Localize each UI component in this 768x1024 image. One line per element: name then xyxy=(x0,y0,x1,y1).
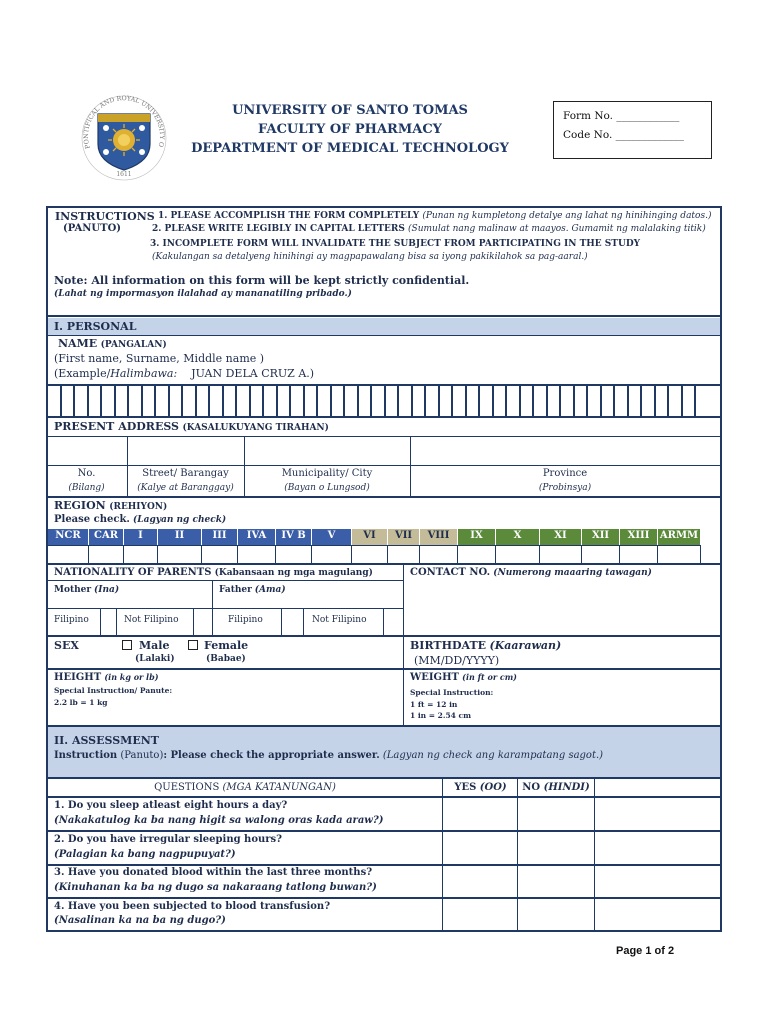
region-ivb-checkbox[interactable] xyxy=(276,545,312,563)
question-2: 2. Do you have irregular sleeping hours? xyxy=(54,834,283,845)
name-box-divider xyxy=(262,386,264,416)
address-street-input[interactable]: Street/ Barangay (Kalye at Baranggay) xyxy=(137,468,234,493)
region-viii-header: VIII xyxy=(420,529,458,545)
name-box-divider xyxy=(667,386,669,416)
faculty-name: FACULTY OF PHARMACY xyxy=(258,122,442,137)
height-instruction: Special Instruction/ Panute: xyxy=(54,686,173,695)
name-hint: (First name, Surname, Middle name ) xyxy=(54,352,265,365)
name-box-divider xyxy=(87,386,89,416)
name-box-divider xyxy=(208,386,210,416)
form-number-box xyxy=(553,101,712,159)
name-box-divider xyxy=(451,386,453,416)
instructions-label-tl: (PANUTO) xyxy=(63,223,122,234)
region-car-header: CAR xyxy=(89,529,124,545)
region-xi-header: XI xyxy=(540,529,582,545)
instruction-3: 3. INCOMPLETE FORM WILL INVALIDATE THE SUBJECT FROM PARTICIPATING IN THE STUDY xyxy=(150,239,641,249)
name-box-divider xyxy=(222,386,224,416)
q2-yes-cell[interactable] xyxy=(443,832,517,864)
region-xii-checkbox[interactable] xyxy=(582,545,620,563)
name-box-divider xyxy=(424,386,426,416)
region-label: REGION (REHIYON) xyxy=(54,499,168,512)
name-box-divider xyxy=(384,386,386,416)
region-ii-checkbox[interactable] xyxy=(158,545,202,563)
name-box-divider xyxy=(438,386,440,416)
male-checkbox[interactable] xyxy=(122,640,132,650)
weight-instruction: Special Instruction: xyxy=(410,688,494,697)
question-3: 3. Have you donated blood within the last three months? xyxy=(54,867,373,878)
code-no-field[interactable]: Code No. _____________ xyxy=(563,129,684,141)
region-armm-header: ARMM xyxy=(658,529,701,545)
father-label: Father (Ama) xyxy=(219,585,286,595)
birthdate-input[interactable]: (MM/DD/YYYY) xyxy=(414,654,500,667)
name-box-divider xyxy=(613,386,615,416)
name-box-divider xyxy=(586,386,588,416)
father-filipino-option[interactable]: Filipino xyxy=(228,615,263,625)
section-personal-bar xyxy=(48,318,720,335)
name-box-divider xyxy=(640,386,642,416)
region-vi-header: VI xyxy=(352,529,388,545)
name-box-divider xyxy=(681,386,683,416)
region-xiii-header: XIII xyxy=(620,529,658,545)
region-armm-checkbox[interactable] xyxy=(658,545,701,563)
name-box-divider xyxy=(627,386,629,416)
name-box-divider xyxy=(141,386,143,416)
section-personal-title: I. PERSONAL xyxy=(54,320,137,333)
name-box-divider xyxy=(357,386,359,416)
questions-header: QUESTIONS (MGA KATANUNGAN) xyxy=(154,782,336,793)
name-box-divider xyxy=(397,386,399,416)
father-not-filipino-option[interactable]: Not Filipino xyxy=(312,615,367,625)
region-vii-header: VII xyxy=(388,529,420,545)
contact-label: CONTACT NO. (Numerong maaaring tawagan) xyxy=(410,567,652,578)
name-letter-boxes xyxy=(46,386,722,416)
name-box-divider xyxy=(73,386,75,416)
q3-no-cell[interactable] xyxy=(518,866,594,897)
q1-no-cell[interactable] xyxy=(518,798,594,830)
section-assessment-title: II. ASSESSMENT xyxy=(54,734,159,747)
name-box-divider xyxy=(573,386,575,416)
region-x-checkbox[interactable] xyxy=(496,545,540,563)
name-box-divider xyxy=(303,386,305,416)
assessment-instruction: Instruction (Panuto): Please check the appropriate answer. (Lagyan ng check ang karampatang sagot.) xyxy=(54,750,604,761)
name-box-divider xyxy=(519,386,521,416)
instructions-label: INSTRUCTIONS xyxy=(55,210,155,223)
yes-header: YES (OO) xyxy=(454,782,507,793)
region-i-checkbox[interactable] xyxy=(124,545,158,563)
region-xii-header: XII xyxy=(582,529,620,545)
name-box-divider xyxy=(370,386,372,416)
region-vi-checkbox[interactable] xyxy=(352,545,388,563)
female-label: Female xyxy=(204,639,249,652)
birthdate-label: BIRTHDATE (Kaarawan) xyxy=(410,639,562,652)
university-seal xyxy=(72,88,176,184)
sex-label: SEX xyxy=(54,639,79,652)
name-box-divider xyxy=(60,386,62,416)
address-no-input[interactable]: No. (Bilang) xyxy=(68,468,105,493)
department-name: DEPARTMENT OF MEDICAL TECHNOLOGY xyxy=(191,141,509,156)
weight-label: WEIGHT (in ft or cm) xyxy=(410,672,517,683)
name-box-divider xyxy=(168,386,170,416)
name-box-divider xyxy=(694,386,696,416)
region-ix-header: IX xyxy=(458,529,496,545)
name-box-divider xyxy=(114,386,116,416)
address-city-input[interactable]: Municipality/ City (Bayan o Lungsod) xyxy=(281,468,373,493)
question-4: 4. Have you been subjected to blood transfusion? xyxy=(54,901,331,912)
name-box-divider xyxy=(181,386,183,416)
region-ncr-checkbox[interactable] xyxy=(48,545,89,563)
name-box-divider xyxy=(559,386,561,416)
page-number: Page 1 of 2 xyxy=(616,945,675,957)
name-box-divider xyxy=(546,386,548,416)
region-x-header: X xyxy=(496,529,540,545)
height-conversion: 2.2 lb = 1 kg xyxy=(54,698,108,707)
weight-conversion-2: 1 in = 2.54 cm xyxy=(410,711,472,720)
region-iii-header: III xyxy=(202,529,238,545)
form-no-field[interactable]: Form No. ____________ xyxy=(563,110,680,122)
region-checkbox-row xyxy=(48,545,720,563)
mother-label: Mother (Ina) xyxy=(54,585,120,595)
region-xiii-checkbox[interactable] xyxy=(620,545,658,563)
question-4-tl: (Nasalinan ka na ba ng dugo?) xyxy=(54,915,226,926)
instruction-1: 1. PLEASE ACCOMPLISH THE FORM COMPLETELY (Punan ng kumpletong detalye ang lahat ng hinihinging datos.) xyxy=(158,211,712,221)
nationality-label: NATIONALITY OF PARENTS (Kabansaan ng mga magulang) xyxy=(54,567,373,578)
region-check-hint: Please check. (Lagyan ng check) xyxy=(54,514,227,525)
weight-conversion-1: 1 ft = 12 in xyxy=(410,700,458,709)
question-1: 1. Do you sleep atleast eight hours a day? xyxy=(54,800,288,811)
q1-yes-cell[interactable] xyxy=(443,798,517,830)
region-xi-checkbox[interactable] xyxy=(540,545,582,563)
svg-text:1611: 1611 xyxy=(116,171,132,178)
svg-text:PONTIFICAL AND ROYAL UNIVERSIT: PONTIFICAL AND ROYAL UNIVERSITY O xyxy=(82,95,166,150)
address-label: PRESENT ADDRESS (KASALUKUYANG TIRAHAN) xyxy=(54,420,329,433)
region-ncr-header: NCR xyxy=(48,529,89,545)
question-3-tl: (Kinuhanan ka ba ng dugo sa nakaraang tatlong buwan?) xyxy=(54,882,377,893)
name-label: NAME (PANGALAN) xyxy=(58,337,167,350)
name-box-divider xyxy=(154,386,156,416)
region-car-checkbox[interactable] xyxy=(89,545,124,563)
name-box-divider xyxy=(492,386,494,416)
name-box-divider xyxy=(654,386,656,416)
region-viii-checkbox[interactable] xyxy=(420,545,458,563)
name-box-divider xyxy=(289,386,291,416)
q3-yes-cell[interactable] xyxy=(443,866,517,897)
female-checkbox[interactable] xyxy=(188,640,198,650)
question-2-tl: (Palagian ka bang nagpupuyat?) xyxy=(54,849,236,860)
name-box-divider xyxy=(465,386,467,416)
name-box-divider xyxy=(316,386,318,416)
region-iva-header: IVA xyxy=(238,529,276,545)
name-box-divider xyxy=(195,386,197,416)
region-v-header: V xyxy=(312,529,352,545)
name-box-divider xyxy=(600,386,602,416)
name-box-divider xyxy=(478,386,480,416)
region-ix-checkbox[interactable] xyxy=(458,545,496,563)
question-1-tl: (Nakakatulog ka ba nang higit sa walong oras kada araw?) xyxy=(54,815,384,826)
contact-input[interactable] xyxy=(410,582,720,634)
name-box-divider xyxy=(343,386,345,416)
university-name: UNIVERSITY OF SANTO TOMAS xyxy=(232,103,468,118)
male-label: Male xyxy=(139,639,170,652)
name-example: (Example/Halimbawa: JUAN DELA CRUZ A.) xyxy=(54,367,315,380)
region-i-header: I xyxy=(124,529,158,545)
region-ii-header: II xyxy=(158,529,202,545)
mother-not-filipino-option[interactable]: Not Filipino xyxy=(124,615,179,625)
name-box-divider xyxy=(505,386,507,416)
region-v-checkbox[interactable] xyxy=(312,545,352,563)
confidential-note-tl: (Lahat ng impormasyon ilalahad ay mananatiling pribado.) xyxy=(54,289,352,299)
region-iii-checkbox[interactable] xyxy=(202,545,238,563)
male-label-tl: (Lalaki) xyxy=(135,654,175,664)
no-header: NO (HINDI) xyxy=(522,782,590,793)
name-box-divider xyxy=(330,386,332,416)
name-box-divider xyxy=(276,386,278,416)
region-ivb-header: IV B xyxy=(276,529,312,545)
name-box-divider xyxy=(100,386,102,416)
name-box-divider xyxy=(235,386,237,416)
q2-no-cell[interactable] xyxy=(518,832,594,864)
q4-yes-cell[interactable] xyxy=(443,899,517,930)
q4-no-cell[interactable] xyxy=(518,899,594,930)
region-iva-checkbox[interactable] xyxy=(238,545,276,563)
female-label-tl: (Babae) xyxy=(206,654,246,664)
name-box-divider xyxy=(532,386,534,416)
name-box-divider xyxy=(411,386,413,416)
name-box-divider xyxy=(249,386,251,416)
confidential-note: Note: All information on this form will be kept strictly confidential. xyxy=(54,274,470,287)
mother-filipino-option[interactable]: Filipino xyxy=(54,615,89,625)
height-label: HEIGHT (in kg or lb) xyxy=(54,672,159,683)
instruction-2: 2. PLEASE WRITE LEGIBLY IN CAPITAL LETTERS (Sumulat nang malinaw at maayos. Gumamit ng malalaking titik) xyxy=(152,224,706,234)
region-header-row xyxy=(48,529,720,545)
name-box-divider xyxy=(127,386,129,416)
address-province-input[interactable]: Province (Probinsya) xyxy=(538,468,592,493)
instruction-3-tl: (Kakulangan sa detalyeng hinihingi ay magpapawalang bisa sa iyong pakikilahok sa pag-aaral.) xyxy=(152,252,588,262)
region-vii-checkbox[interactable] xyxy=(388,545,420,563)
